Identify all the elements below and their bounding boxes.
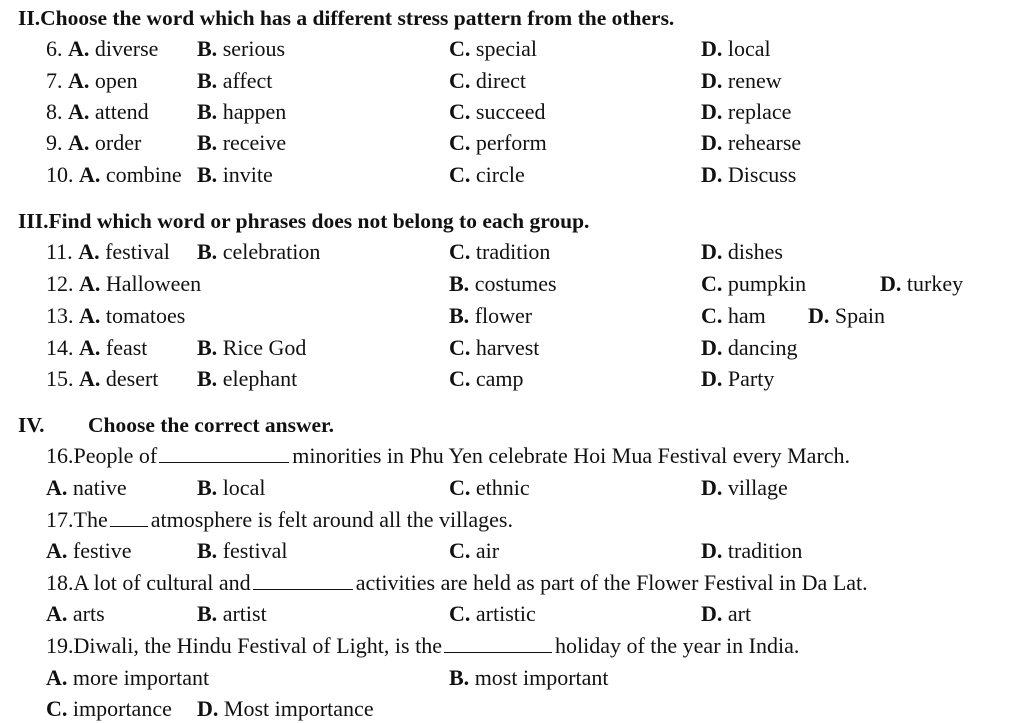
q16-blank [159, 444, 289, 463]
q10-option-b: B. invite [197, 162, 273, 187]
q9-option-d: D. rehearse [701, 130, 802, 155]
q16-option-c: C. ethnic [449, 475, 530, 500]
q16-option-d: D. village [701, 475, 788, 500]
q19-stem: 19.Diwali, the Hindu Festival of Light, is the holiday of the year in India. [46, 633, 800, 658]
q16-option-a: A. native [46, 475, 127, 500]
q10-option-c: C. circle [449, 162, 525, 187]
q7-option-b: B. affect [197, 68, 273, 93]
q13-option-d: D. Spain [808, 303, 886, 328]
section-4-number: IV. [18, 413, 45, 437]
section-4-heading: Choose the correct answer. [88, 413, 335, 437]
q8-option-d: D. replace [701, 99, 792, 124]
q13-option-a: 13. A. tomatoes [46, 303, 186, 328]
q18-stem: 18.A lot of cultural and activities are held as part of the Flower Festival in Da Lat. [46, 570, 868, 595]
q11-option-d: D. dishes [701, 239, 783, 264]
q19-option-d: D. Most importance [197, 696, 374, 721]
q12-option-d: D. turkey [880, 271, 964, 296]
q19-option-b: B. most important [449, 665, 609, 690]
q19-blank [444, 634, 552, 653]
section-3-heading: III.Find which word or phrases does not belong to each group. [18, 209, 590, 233]
q6-option-c: C. special [449, 36, 537, 61]
q18-option-c: C. artistic [449, 601, 536, 626]
q17-stem: 17.The atmosphere is felt around all the villages. [46, 507, 513, 532]
q18-option-a: A. arts [46, 601, 105, 626]
q8-option-c: C. succeed [449, 99, 546, 124]
q6-option-d: D. local [701, 36, 771, 61]
q16-option-b: B. local [197, 475, 266, 500]
q8-option-a: 8. A. attend [46, 99, 149, 124]
q19-option-a: A. more important [46, 665, 210, 690]
q14-option-b: B. Rice God [197, 335, 307, 360]
q13-option-b: B. flower [449, 303, 533, 328]
q14-option-d: D. dancing [701, 335, 798, 360]
q12-option-a: 12. A. Halloween [46, 271, 202, 296]
q18-option-d: D. art [701, 601, 752, 626]
q15-option-a: 15. A. desert [46, 366, 159, 391]
q17-option-d: D. tradition [701, 538, 803, 563]
q15-option-d: D. Party [701, 366, 775, 391]
q14-option-a: 14. A. feast [46, 335, 148, 360]
q13-option-c: C. ham [701, 303, 766, 328]
q7-option-d: D. renew [701, 68, 782, 93]
q17-option-b: B. festival [197, 538, 288, 563]
q17-option-a: A. festive [46, 538, 132, 563]
q16-stem: 16.People of minorities in Phu Yen celebrate Hoi Mua Festival every March. [46, 443, 851, 468]
q6-option-b: B. serious [197, 36, 286, 61]
q11-option-b: B. celebration [197, 239, 321, 264]
q9-option-a: 9. A. order [46, 130, 142, 155]
q10-option-d: D. Discuss [701, 162, 797, 187]
q9-option-b: B. receive [197, 130, 287, 155]
q6-option-a: 6. A. diverse [46, 36, 159, 61]
q17-option-c: C. air [449, 538, 500, 563]
q18-option-b: B. artist [197, 601, 267, 626]
q10-option-a: 10. A. combine [46, 162, 182, 187]
q19-option-c: C. importance [46, 696, 172, 721]
q7-option-a: 7. A. open [46, 68, 138, 93]
q12-option-c: C. pumpkin [701, 271, 807, 296]
q14-option-c: C. harvest [449, 335, 540, 360]
q15-option-c: C. camp [449, 366, 524, 391]
q11-option-c: C. tradition [449, 239, 551, 264]
q12-option-b: B. costumes [449, 271, 557, 296]
section-2-heading: II.Choose the word which has a different stress pattern from the others. [18, 6, 675, 30]
q18-blank [253, 571, 353, 590]
q8-option-b: B. happen [197, 99, 287, 124]
q17-blank [110, 508, 148, 527]
q7-option-c: C. direct [449, 68, 526, 93]
q11-option-a: 11. A. festival [46, 239, 170, 264]
q9-option-c: C. perform [449, 130, 547, 155]
q15-option-b: B. elephant [197, 366, 298, 391]
